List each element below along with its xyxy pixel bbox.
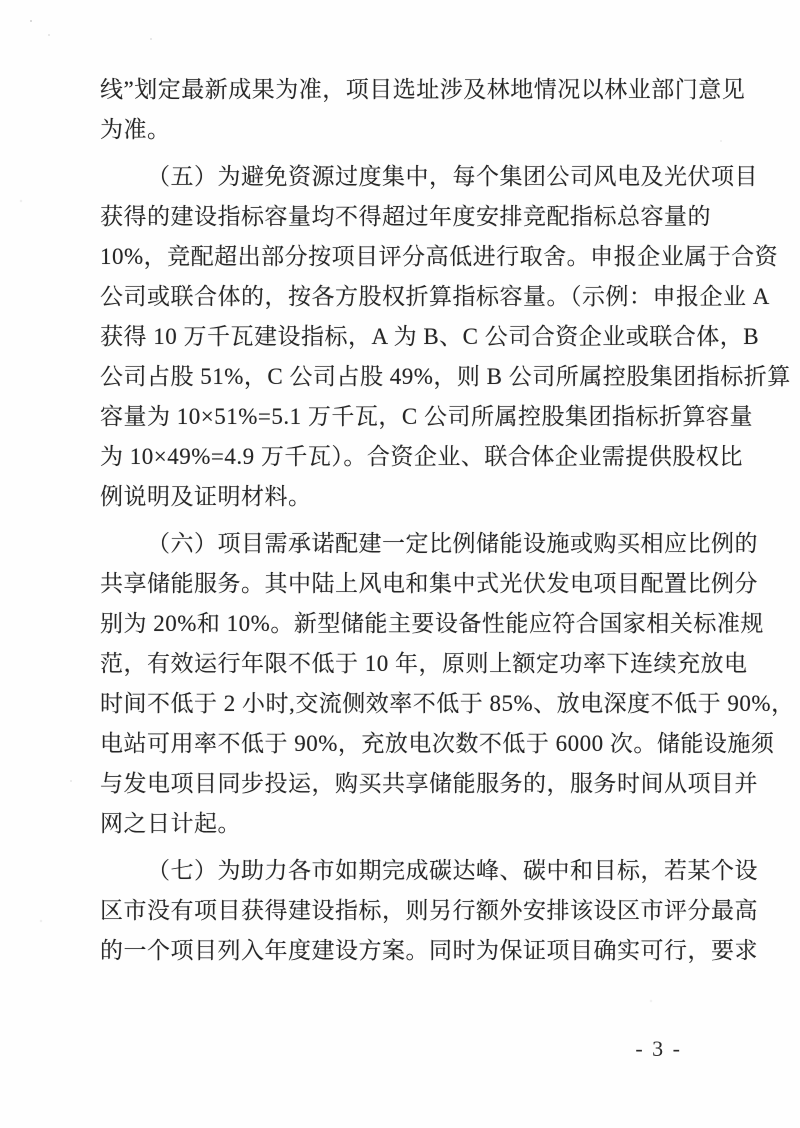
page-number: - 3 - [635,1036,682,1061]
text-line: 获得的建设指标容量均不得超过年度安排竞配指标总容量的 [100,204,711,229]
text-line: 时间不低于 2 小时,交流侧效率不低于 85%、放电深度不低于 90%， [100,691,795,716]
text-line: 10%，竞配超出部分按项目评分高低进行取舍。申报企业属于合资 [100,244,779,269]
text-line: 线”划定最新成果为准，项目选址涉及林地情况以林业部门意见 [100,77,746,102]
text-line: 例说明及证明材料。 [100,484,312,509]
document-body [100,70,795,971]
text-line: 为准。 [100,117,171,142]
text-line: 为 10×49%=4.9 万千瓦）。合资企业、联合体企业需提供股权比 [100,444,743,469]
text-line: 共享储能服务。其中陆上风电和集中式光伏发电项目配置比例分 [100,571,758,596]
text-line: 获得 10 万千瓦建设指标，A 为 B、C 公司合资企业或联合体，B [100,324,760,349]
text-line-section-7: （七）为助力各市如期完成碳达峰、碳中和目标，若某个设 [147,858,758,883]
text-line-section-5: （五）为避免资源过度集中，每个集团公司风电及光伏项目 [147,164,758,189]
text-line: 公司或联合体的，按各方股权折算指标容量。（示例：申报企业 A [100,284,770,309]
scan-noise [30,20,32,22]
text-line-section-6: （六）项目需承诺配建一定比例储能设施或购买相应比例的 [147,531,758,556]
text-line: 的一个项目列入年度建设方案。同时为保证项目确实可行，要求 [100,938,758,963]
text-line: 容量为 10×51%=5.1 万千瓦，C 公司所属控股集团指标折算容量 [100,404,753,429]
text-line: 区市没有项目获得建设指标，则另行额外安排该设区市评分最高 [100,898,758,923]
text-line: 电站可用率不低于 90%，充放电次数不低于 6000 次。储能设施须 [100,731,775,756]
text-line: 与发电项目同步投运，购买共享储能服务的，服务时间从项目并 [100,771,758,796]
text-line: 范，有效运行年限不低于 10 年，原则上额定功率下连续充放电 [100,651,748,676]
text-line: 网之日计起。 [100,811,241,836]
text-line: 别为 20%和 10%。新型储能主要设备性能应符合国家相关标准规 [100,611,764,636]
text-line: 公司占股 51%，C 公司占股 49%，则 B 公司所属控股集团指标折算 [100,364,791,389]
